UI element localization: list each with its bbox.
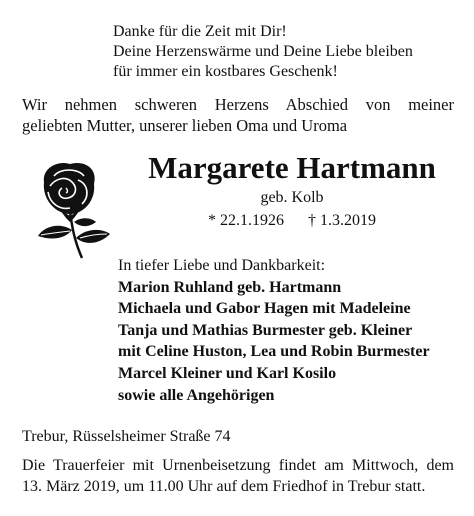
mourner-line: sowie alle Angehörigen — [118, 386, 275, 404]
service-line: Die Trauerfeier mit Urnenbeisetzung findet am Mittwoch, dem — [22, 457, 454, 474]
intro-line: geliebten Mutter, unserer lieben Oma und Uroma — [22, 116, 348, 135]
mourner-line: Tanja und Mathias Burmester geb. Kleiner — [118, 321, 413, 339]
family-address: Trebur, Rüsselsheimer Straße 74 — [22, 428, 231, 445]
intro-line: Wir nehmen schweren Herzens Abschied von meiner — [22, 95, 454, 114]
mourners-list — [118, 255, 458, 406]
memorial-quote — [113, 22, 453, 82]
maiden-name: geb. Kolb — [260, 189, 324, 206]
life-dates — [130, 212, 454, 230]
quote-line: für immer ein kostbares Geschenk! — [113, 63, 338, 80]
service-line: 13. März 2019, um 11.00 Uhr auf dem Friedhof in Trebur statt. — [22, 478, 426, 495]
mourner-line: Marcel Kleiner und Karl Kosilo — [118, 364, 337, 382]
deceased-name: Margarete Hartmann — [148, 150, 436, 185]
quote-line: Deine Herzenswärme und Deine Liebe bleiben — [113, 43, 413, 60]
quote-line: Danke für die Zeit mit Dir! — [113, 23, 287, 40]
funeral-service-info — [22, 455, 454, 497]
mourners-lead: In tiefer Liebe und Dankbarkeit: — [118, 257, 326, 274]
mourner-line: mit Celine Huston, Lea und Robin Burmester — [118, 343, 430, 361]
farewell-intro — [22, 94, 454, 136]
mourner-line: Michaela und Gabor Hagen mit Madeleine — [118, 300, 411, 318]
death-date: † 1.3.2019 — [308, 212, 376, 229]
rose-icon — [30, 160, 112, 260]
mourner-line: Marion Ruhland geb. Hartmann — [118, 278, 342, 296]
birth-date: * 22.1.1926 — [208, 212, 284, 229]
